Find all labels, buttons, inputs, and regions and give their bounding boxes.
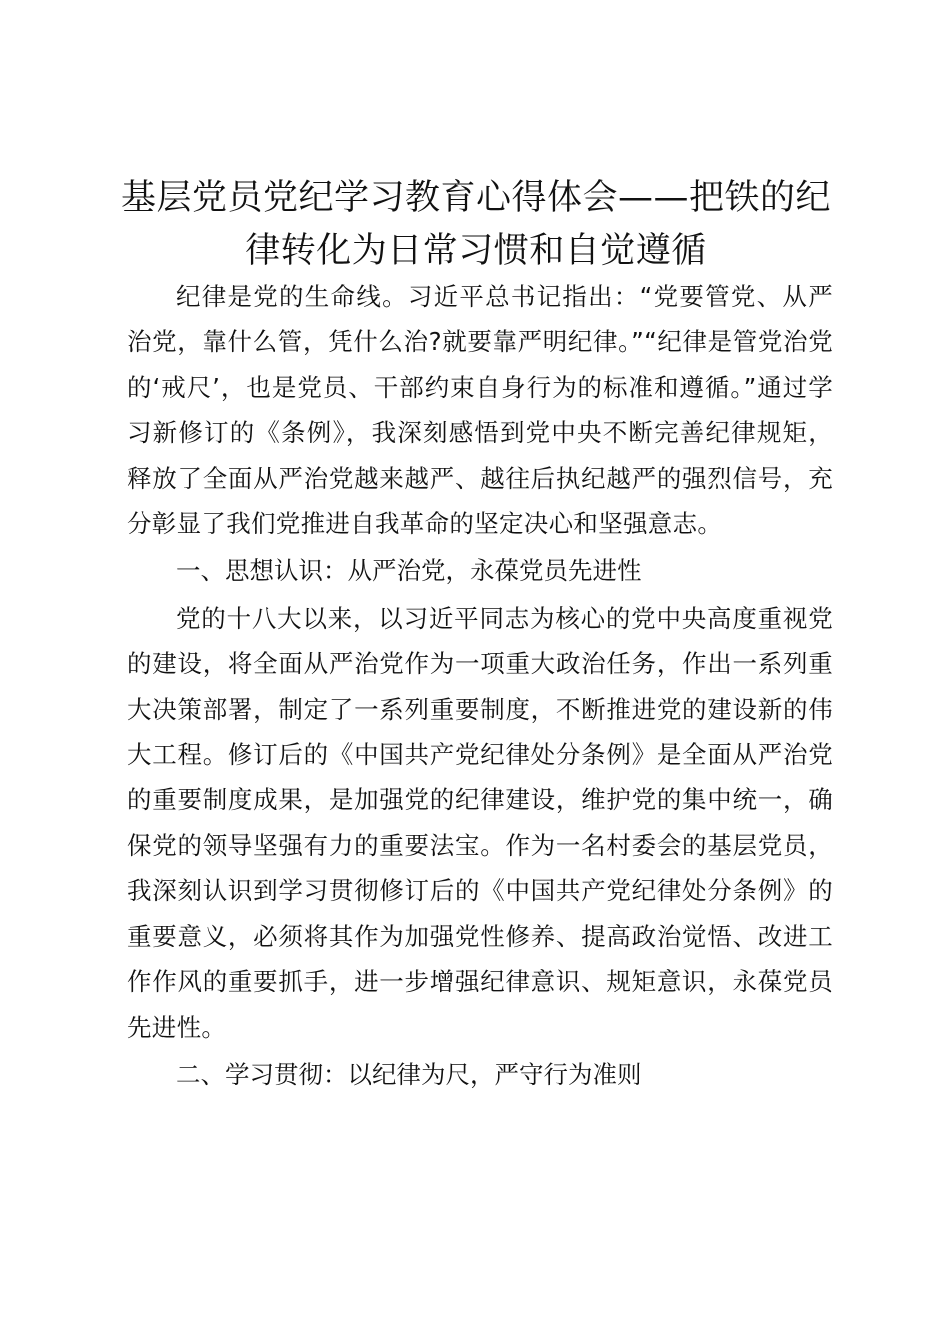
section-1-paragraph: 党的十八大以来，以习近平同志为核心的党中央高度重视党的建设，将全面从严治党作为一项重大政治任务，作出一系列重大决策部署，制定了一系列重要制度，不断推进党的建设新的伟大工程。修订后的《中国共产党纪律处分条例》是全面从严治党的重要制度成果，是加强党的纪律建设，维护党的集中统一，确保党的领导坚强有力的重要法宝。作为一名村委会的基层党员，我深刻认识到学习贯彻修订后的《中国共产党纪律处分条例》的重要意义，必须将其作为加强党性修养、提高政治觉悟、改进工作作风的重要抓手，进一步增强纪律意识、规矩意识，永葆党员先进性。 <box>127 603 833 1042</box>
intro-paragraph: 纪律是党的生命线。习近平总书记指出：“党要管党、从严治党，靠什么管，凭什么治?就要靠严明纪律。”“纪律是管党治党的‘戒尺’，也是党员、干部约束自身行为的标准和遵循。”通过学习新修订的《条例》，我深刻感悟到党中央不断完善纪律规矩，释放了全面从严治党越来越严、越往后执纪越严的强烈信号，充分彰显了我们党推进自我革命的坚定决心和坚强意志。 <box>127 282 833 539</box>
document-title: 基层党员党纪学习教育心得体会——把铁的纪律转化为日常习惯和自觉遵循 <box>120 178 831 271</box>
document-body <box>127 274 833 1099</box>
section-heading-2: 二、学习贯彻：以纪律为尺，严守行为准则 <box>176 1059 642 1089</box>
section-heading-1: 一、思想认识：从严治党，永葆党员先进性 <box>176 556 642 586</box>
